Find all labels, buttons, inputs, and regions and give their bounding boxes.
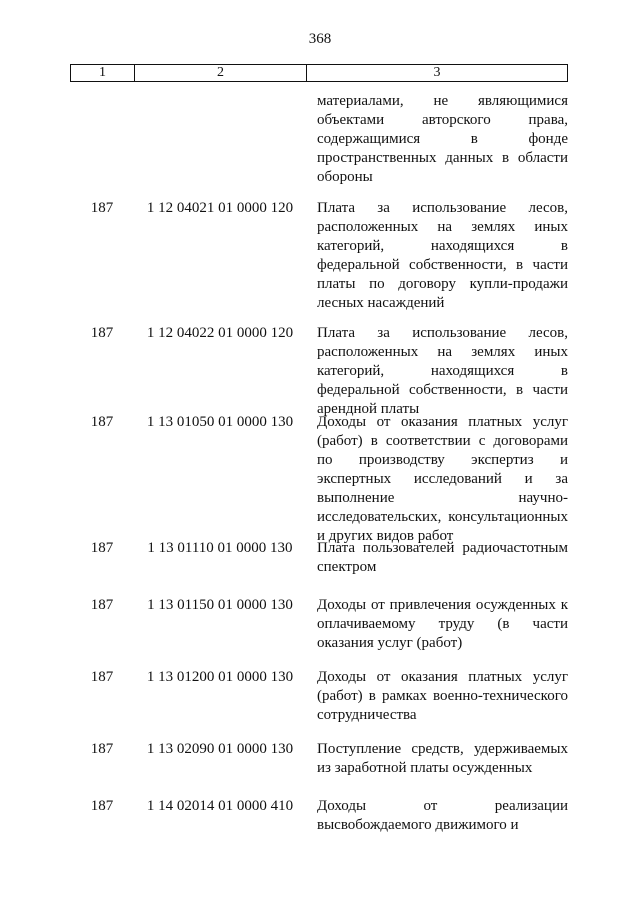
description: Доходы от оказания платных услуг (работ) в соответствии с договорами по производству экспертиз и экспертных исследований и за выполнение научно-исследовательских, консультационных и других видов работ <box>317 414 568 544</box>
description: Плата пользователей радиочастотным спектром <box>317 540 568 575</box>
admin-code: 187 <box>90 414 114 430</box>
description: Доходы от оказания платных услуг (работ) в рамках военно-технического сотрудничества <box>317 669 568 723</box>
table-row <box>70 596 568 653</box>
budget-code: 1 12 04021 01 0000 120 <box>146 200 294 216</box>
table-row <box>70 740 568 778</box>
description: материалами, не являющимися объектами авторского права, содержащимися в фонде пространственных данных в области обороны <box>317 93 568 185</box>
description: Плата за использование лесов, расположенных на землях иных категорий, находящихся в федеральной собственности, в части арендной платы <box>317 325 568 417</box>
table-row <box>70 668 568 725</box>
description: Доходы от реализации высвобождаемого движимого и <box>317 798 568 833</box>
table-row <box>70 413 568 546</box>
budget-code: 1 13 01200 01 0000 130 <box>146 669 294 685</box>
budget-code: 1 13 01150 01 0000 130 <box>147 597 293 613</box>
header-col-1: 1 <box>71 65 135 81</box>
table-row <box>70 92 568 187</box>
admin-code: 187 <box>90 597 114 613</box>
description: Доходы от привлечения осужденных к оплачиваемому труду (в части оказания услуг (работ) <box>317 597 568 651</box>
admin-code: 187 <box>90 741 114 757</box>
description: Плата за использование лесов, расположенных на землях иных категорий, находящихся в федеральной собственности, в части платы по договору купли-продажи лесных насаждений <box>317 200 568 311</box>
admin-code: 187 <box>90 540 114 556</box>
budget-code: 1 13 02090 01 0000 130 <box>146 741 294 757</box>
page-number: 368 <box>308 31 332 47</box>
admin-code: 187 <box>90 669 114 685</box>
table-header <box>70 64 568 82</box>
admin-code: 187 <box>90 200 114 216</box>
header-col-3: 3 <box>433 65 441 80</box>
budget-code <box>134 92 306 187</box>
table-row <box>70 797 568 835</box>
table-row <box>70 324 568 419</box>
description: Поступление средств, удерживаемых из заработной платы осужденных <box>317 741 568 776</box>
budget-code: 1 13 01050 01 0000 130 <box>146 414 294 430</box>
admin-code <box>70 92 134 187</box>
table-row <box>70 539 568 577</box>
admin-code: 187 <box>90 798 114 814</box>
budget-code: 1 14 02014 01 0000 410 <box>146 798 294 814</box>
budget-code: 1 12 04022 01 0000 120 <box>146 325 294 341</box>
budget-code: 1 13 01110 01 0000 130 <box>147 540 293 556</box>
table-row <box>70 199 568 313</box>
header-col-2: 2 <box>135 65 307 81</box>
admin-code: 187 <box>90 325 114 341</box>
